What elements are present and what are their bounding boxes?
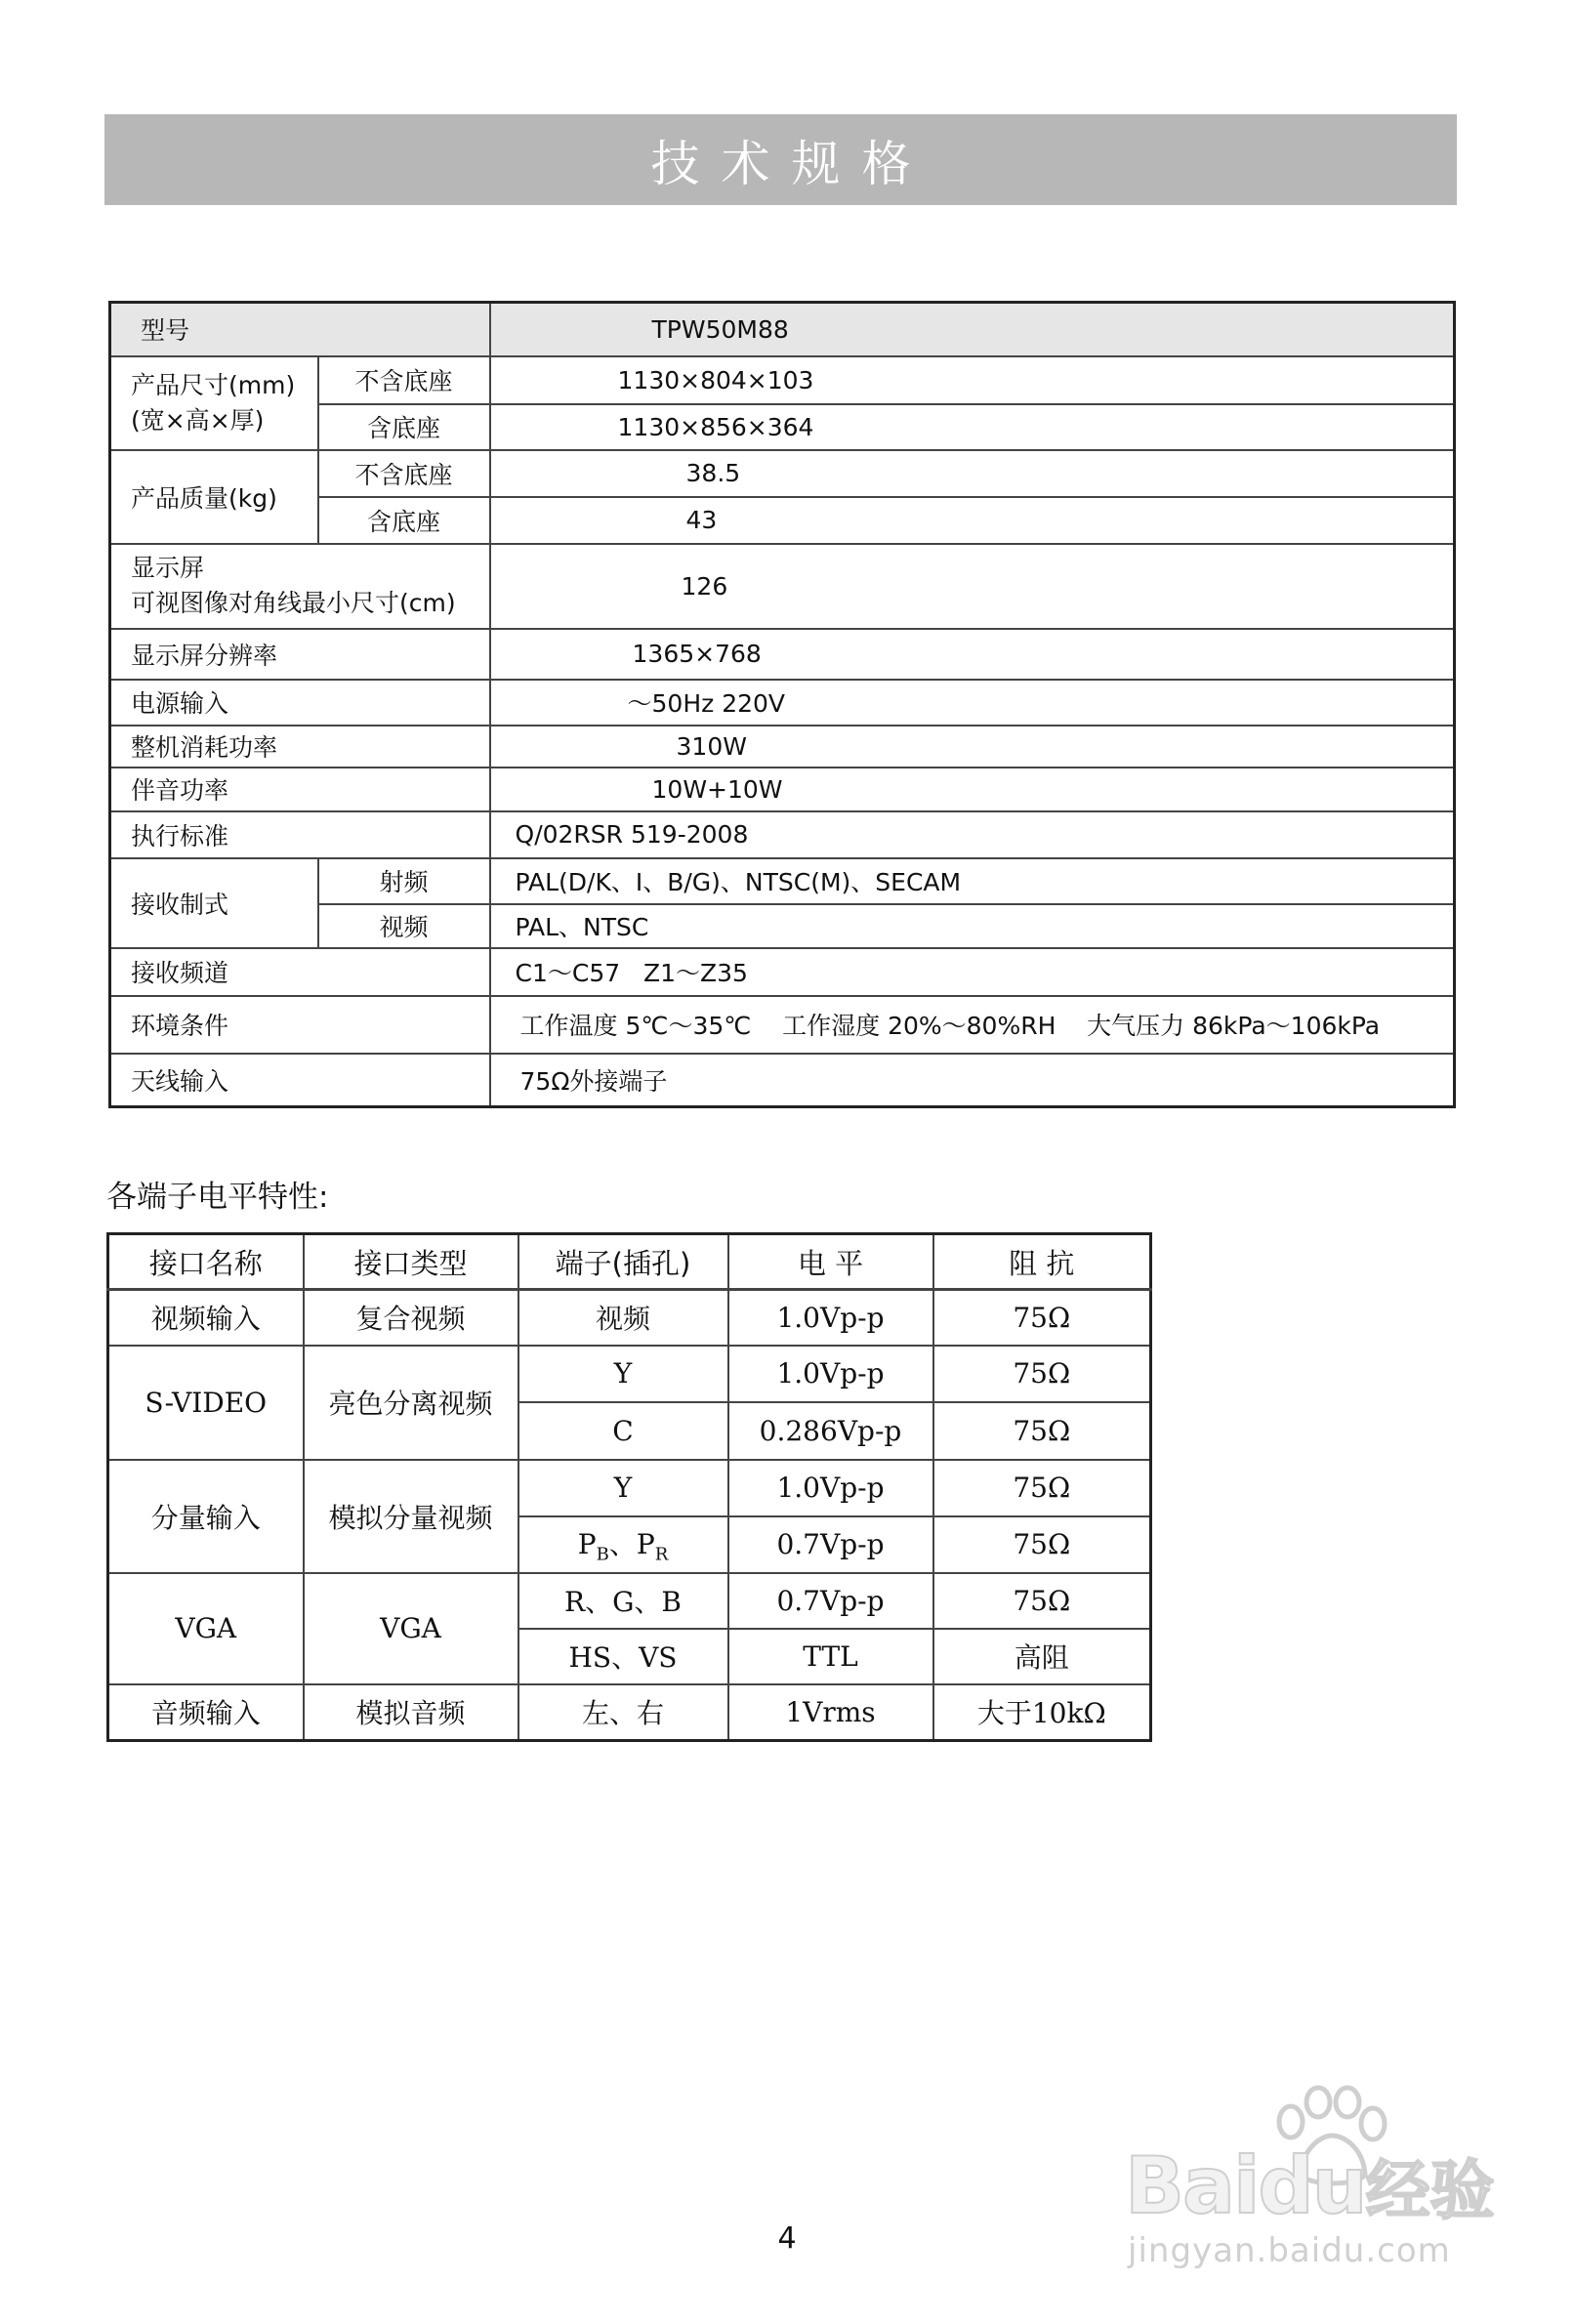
spec-value: Q/02RSR 519-2008 xyxy=(490,811,1455,858)
port-name: 视频输入 xyxy=(108,1290,304,1346)
spec-row-screen xyxy=(110,544,1455,629)
ports-table xyxy=(106,1232,1152,1742)
watermark-url: jingyan.baidu.com xyxy=(1128,2231,1451,2270)
spec-label-line: 产品尺寸(mm) xyxy=(131,370,296,399)
spec-value: 43 xyxy=(490,497,1455,544)
page-title: 技术规格 xyxy=(650,135,932,192)
column-header: 阻 抗 xyxy=(933,1234,1151,1290)
port-level: TTL xyxy=(728,1629,933,1684)
spec-label-screen xyxy=(110,544,490,629)
port-impedance: 75Ω xyxy=(933,1516,1151,1573)
terminal-pr: P xyxy=(636,1528,655,1561)
spec-label: 执行标准 xyxy=(110,811,490,858)
port-level: 0.7Vp-p xyxy=(728,1516,933,1573)
watermark-brand-du: du xyxy=(1258,2140,1366,2231)
port-impedance: 高阻 xyxy=(933,1629,1151,1684)
port-type: 复合视频 xyxy=(304,1290,518,1346)
port-level: 1Vrms xyxy=(728,1684,933,1741)
spec-row-model xyxy=(110,303,1455,356)
spec-value: 75Ω外接端子 xyxy=(490,1054,1455,1107)
port-terminal: Y xyxy=(518,1346,728,1402)
spec-value: PAL、NTSC xyxy=(490,904,1455,948)
spec-row-environment xyxy=(110,996,1455,1054)
spec-sublabel: 不含底座 xyxy=(318,356,490,404)
port-type: 亮色分离视频 xyxy=(304,1346,518,1460)
spec-value: 10W+10W xyxy=(490,768,1455,811)
spec-label-line: (宽×高×厚) xyxy=(131,405,265,435)
port-impedance: 75Ω xyxy=(933,1460,1151,1516)
spec-label: 产品质量(kg) xyxy=(110,450,318,544)
port-terminal: C xyxy=(518,1402,728,1460)
spec-row-power-consumption xyxy=(110,726,1455,768)
spec-value: 38.5 xyxy=(490,450,1455,497)
spec-label: 天线输入 xyxy=(110,1054,490,1107)
spec-row-power-input xyxy=(110,680,1455,726)
spec-sublabel: 射频 xyxy=(318,858,490,904)
port-terminal: 左、右 xyxy=(518,1684,728,1741)
watermark-brand-latin: Bai xyxy=(1125,2140,1259,2231)
spec-value: 1130×804×103 xyxy=(490,356,1455,404)
port-level: 0.286Vp-p xyxy=(728,1402,933,1460)
terminal-pb: P xyxy=(577,1528,597,1561)
spec-value: 1365×768 xyxy=(490,629,1455,680)
page-number: 4 xyxy=(777,2221,797,2256)
port-terminal: Y xyxy=(518,1460,728,1516)
spec-row-antenna xyxy=(110,1054,1455,1107)
spec-row-size-1 xyxy=(110,356,1455,404)
spec-label-line: 可视图像对角线最小尺寸(cm) xyxy=(131,589,456,617)
spec-label: 接收频道 xyxy=(110,948,490,996)
port-name: VGA xyxy=(108,1573,304,1684)
terminal-pr-sub: R xyxy=(654,1544,669,1565)
spec-label: 伴音功率 xyxy=(110,768,490,811)
spec-value: 310W xyxy=(490,726,1455,768)
port-terminal: 视频 xyxy=(518,1290,728,1346)
spec-value: TPW50M88 xyxy=(490,303,1455,356)
table-row xyxy=(108,1290,1151,1346)
port-type: 模拟分量视频 xyxy=(304,1460,518,1573)
spec-table xyxy=(108,301,1456,1108)
spec-row-standard xyxy=(110,811,1455,858)
spec-sublabel: 不含底座 xyxy=(318,450,490,497)
port-level: 1.0Vp-p xyxy=(728,1460,933,1516)
column-header: 端子(插孔) xyxy=(518,1234,728,1290)
spec-label: 型号 xyxy=(110,303,490,356)
watermark-brand-cn: 经验 xyxy=(1365,2153,1495,2228)
spec-row-resolution xyxy=(110,629,1455,680)
port-type: VGA xyxy=(304,1573,518,1684)
page-title-bar xyxy=(104,114,1457,205)
port-impedance: 75Ω xyxy=(933,1402,1151,1460)
terminal-pb-sub: B xyxy=(596,1544,609,1565)
spec-value: PAL(D/K、I、B/G)、NTSC(M)、SECAM xyxy=(490,858,1455,904)
spec-sublabel: 视频 xyxy=(318,904,490,948)
port-level: 1.0Vp-p xyxy=(728,1290,933,1346)
spec-label-size xyxy=(110,356,318,450)
column-header: 接口名称 xyxy=(108,1234,304,1290)
port-terminal: R、G、B xyxy=(518,1573,728,1629)
spec-value: 126 xyxy=(490,544,1455,629)
spec-label: 环境条件 xyxy=(110,996,490,1054)
table-row xyxy=(108,1346,1151,1402)
spec-sublabel: 含底座 xyxy=(318,497,490,544)
spec-row-audio-power xyxy=(110,768,1455,811)
port-name: S-VIDEO xyxy=(108,1346,304,1460)
spec-label: 接收制式 xyxy=(110,858,318,948)
spec-row-channels xyxy=(110,948,1455,996)
port-terminal xyxy=(518,1516,728,1573)
port-impedance: 75Ω xyxy=(933,1290,1151,1346)
port-name: 音频输入 xyxy=(108,1684,304,1741)
ports-heading: 各端子电平特性: xyxy=(106,1180,329,1215)
table-row xyxy=(108,1684,1151,1741)
port-impedance: 75Ω xyxy=(933,1573,1151,1629)
table-row xyxy=(108,1460,1151,1516)
terminal-separator: 、 xyxy=(608,1528,637,1561)
spec-row-weight-1 xyxy=(110,450,1455,497)
ports-header-row xyxy=(108,1234,1151,1290)
port-name: 分量输入 xyxy=(108,1460,304,1573)
spec-sublabel: 含底座 xyxy=(318,404,490,450)
port-impedance: 大于10kΩ xyxy=(933,1684,1151,1741)
table-row xyxy=(108,1573,1151,1629)
column-header: 电 平 xyxy=(728,1234,933,1290)
port-terminal: HS、VS xyxy=(518,1629,728,1684)
port-level: 1.0Vp-p xyxy=(728,1346,933,1402)
spec-label: 电源输入 xyxy=(110,680,490,726)
spec-label: 整机消耗功率 xyxy=(110,726,490,768)
port-impedance: 75Ω xyxy=(933,1346,1151,1402)
spec-row-reception-rf xyxy=(110,858,1455,904)
baidu-jingyan-watermark xyxy=(1125,2085,1496,2270)
port-level: 0.7Vp-p xyxy=(728,1573,933,1629)
spec-label: 显示屏分辨率 xyxy=(110,629,490,680)
watermark-brand xyxy=(1125,2138,1495,2231)
spec-label-line: 显示屏 xyxy=(131,554,205,582)
spec-value: 工作温度 5℃～35℃ 工作湿度 20%～80%RH 大气压力 86kPa～106kPa xyxy=(490,996,1455,1054)
spec-value: C1～C57 Z1～Z35 xyxy=(490,948,1455,996)
spec-value: 1130×856×364 xyxy=(490,404,1455,450)
port-type: 模拟音频 xyxy=(304,1684,518,1741)
spec-value: ～50Hz 220V xyxy=(490,680,1455,726)
column-header: 接口类型 xyxy=(304,1234,518,1290)
